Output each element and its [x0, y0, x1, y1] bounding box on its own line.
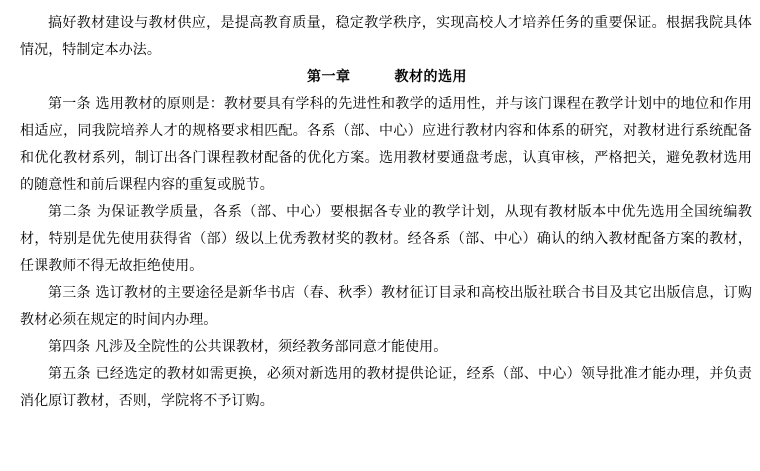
- intro-paragraph: 搞好教材建设与教材供应，是提高教育质量，稳定教学秩序，实现高校人才培养任务的重要保证。根据我院具体情况，特制定本办法。: [20, 15, 752, 58]
- article-3: 第三条 选订教材的主要途径是新华书店（春、秋季）教材征订目录和高校出版社联合书目及其它出版信息，订购教材必须在规定的时间内办理。: [20, 285, 752, 328]
- article-2: 第二条 为保证教学质量，各系（部、中心）要根据各专业的教学计划，从现有教材版本中优先选用全国统编教材，特别是优先使用获得省（部）级以上优秀教材奖的教材。经各系（部、中心）确认的纳入教材配备方案的教材，任课教师不得无故拒绝使用。: [20, 204, 752, 274]
- chapter-heading: [20, 64, 752, 91]
- article-1: 第一条 选用教材的原则是：教材要具有学科的先进性和教学的适用性，并与该门课程在教学计划中的地位和作用相适应，同我院培养人才的规格要求相匹配。各系（部、中心）应进行教材内容和体系的研究，对教材进行系统配备和优化教材系列，制订出各门课程教材配备的优化方案。选用教材要通盘考虑，认真审核，严格把关，避免教材选用的随意性和前后课程内容的重复或脱节。: [20, 96, 752, 193]
- article-5: 第五条 已经选定的教材如需更换，必须对新选用的教材提供论证，经系（部、中心）领导批准才能办理，并负责消化原订教材，否则，学院将不予订购。: [20, 366, 752, 409]
- chapter-title: 教材的选用: [394, 69, 467, 85]
- article-4: 第四条 凡涉及全院性的公共课教材，须经教务部同意才能使用。: [48, 339, 448, 355]
- chapter-number: 第一章: [307, 69, 351, 85]
